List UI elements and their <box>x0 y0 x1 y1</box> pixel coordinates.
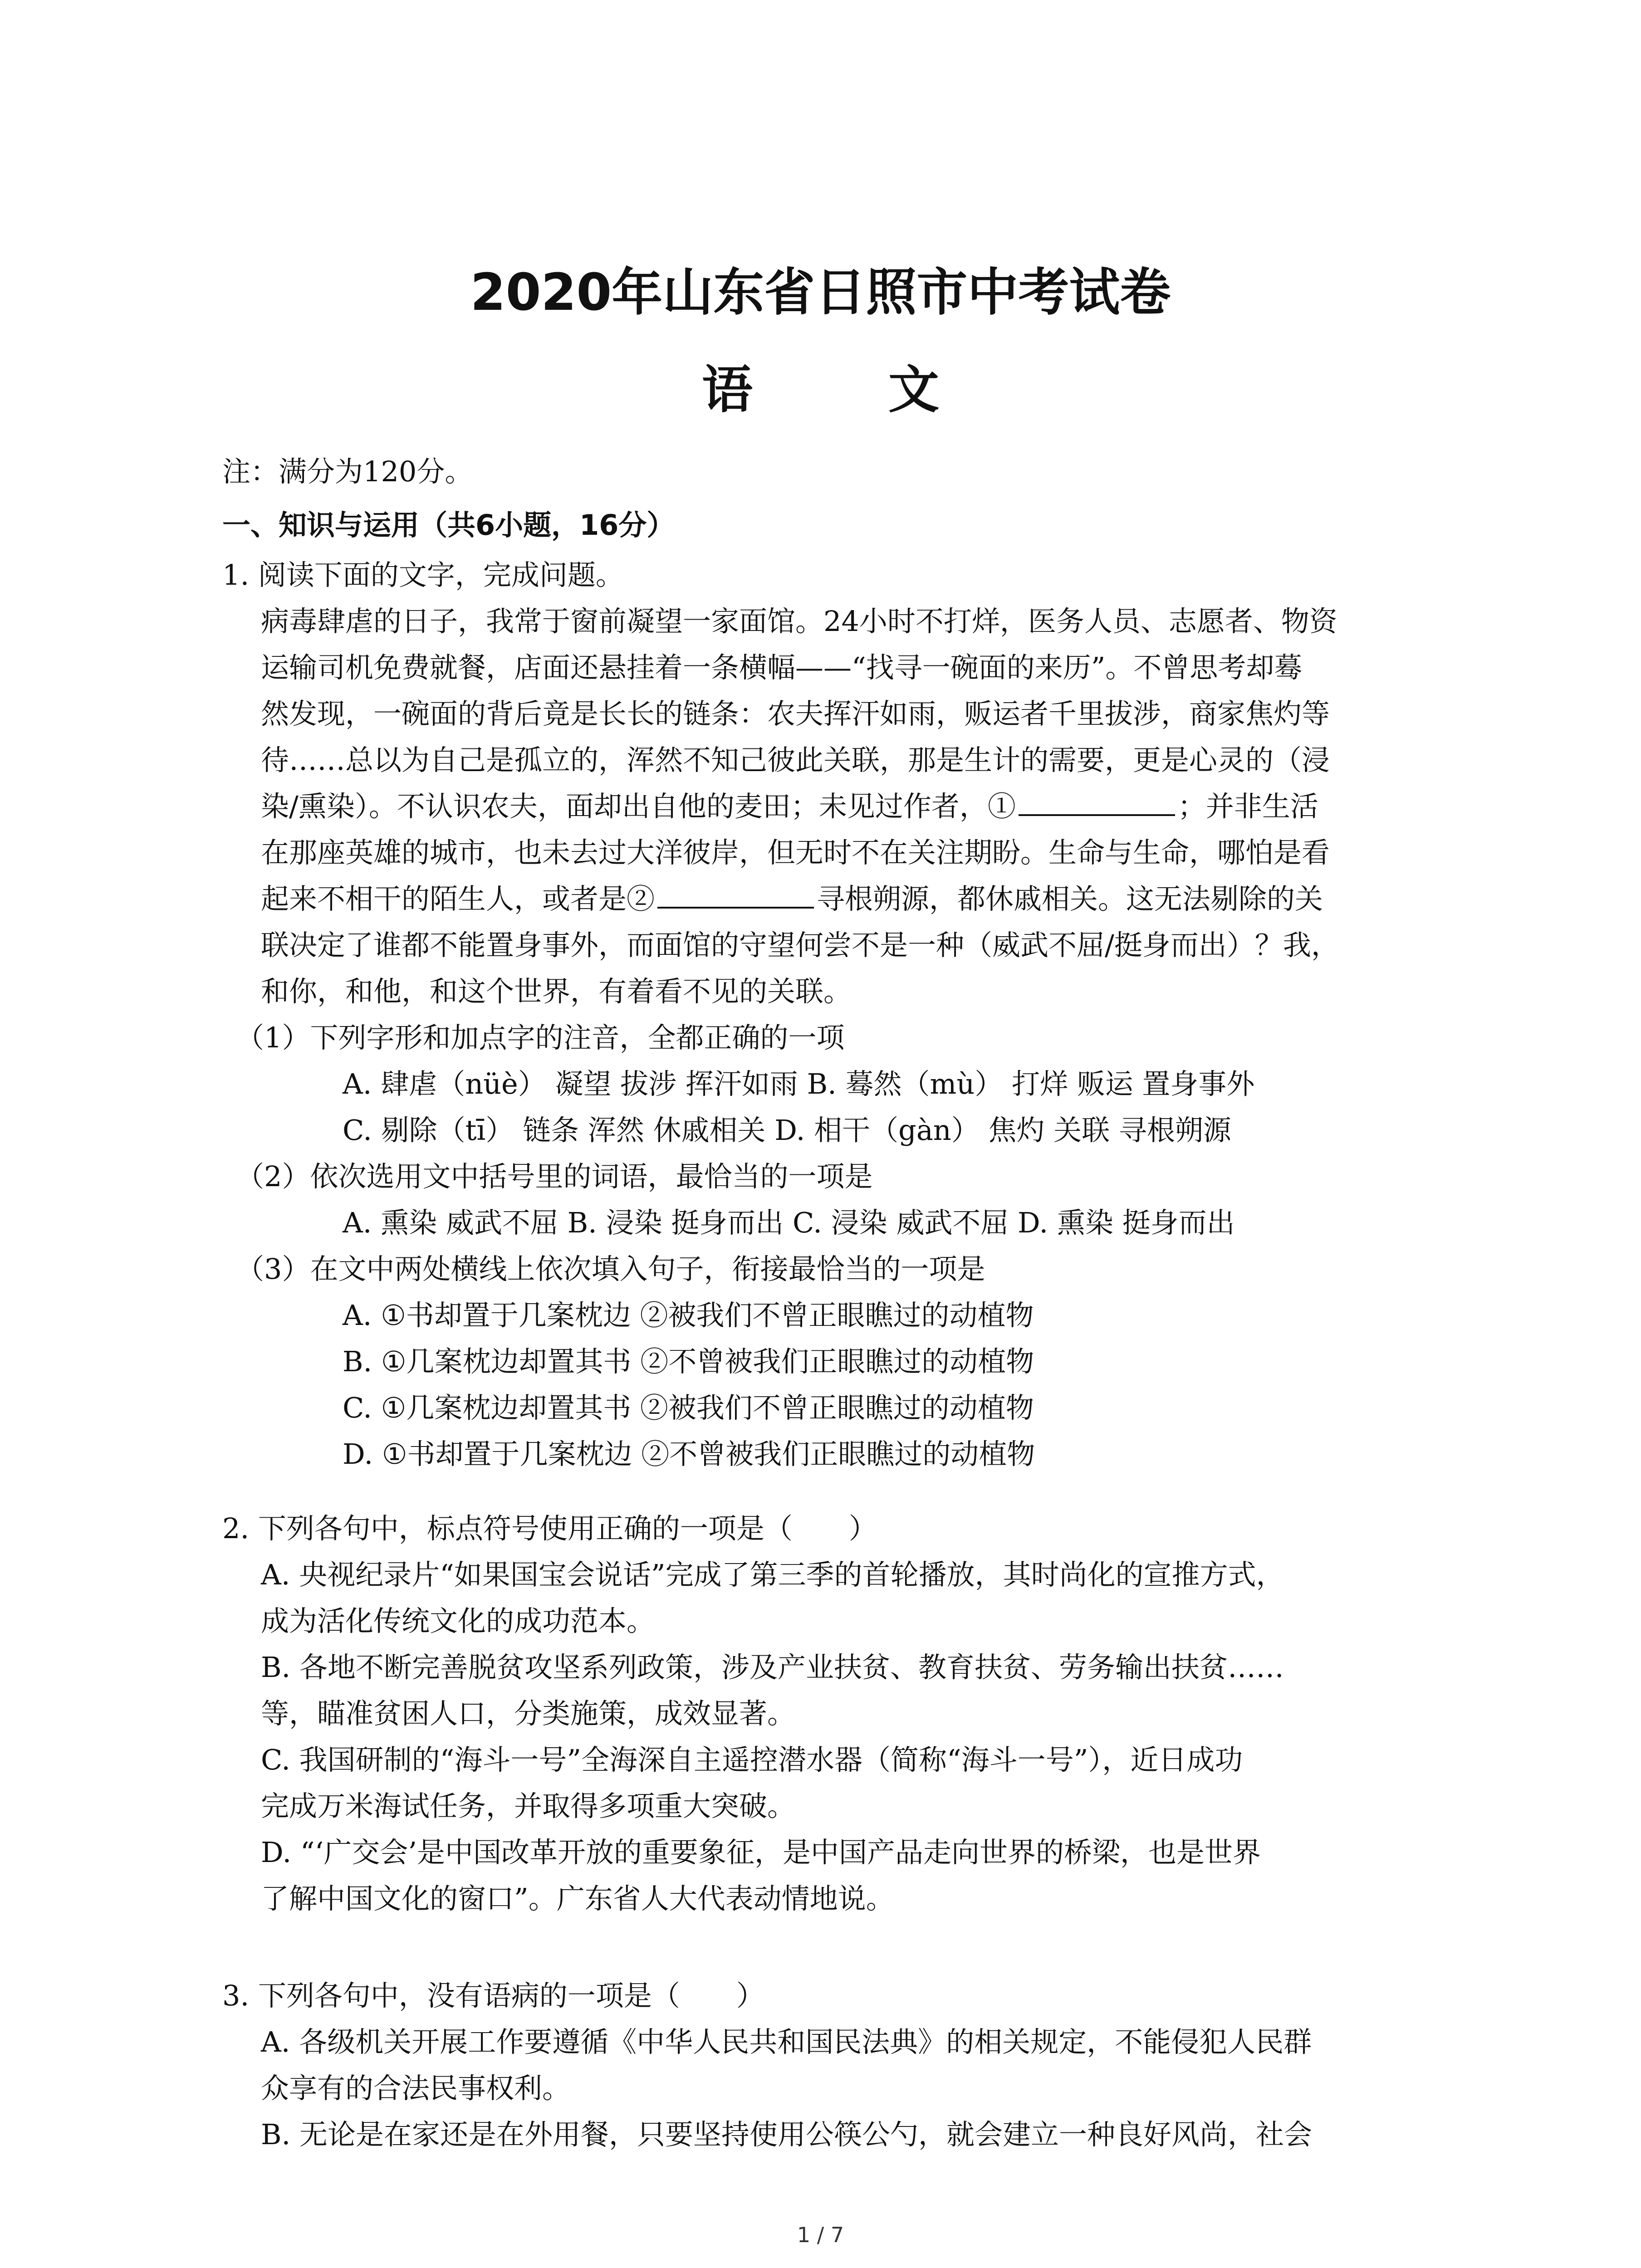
sub-question-2-option-line: A. 熏染 威武不屈 B. 浸染 挺身而出 C. 浸染 威武不屈 D. 熏染 挺身而出 <box>343 1206 1235 1239</box>
fill-blank-2 <box>657 882 814 909</box>
question-3-option-line: 众享有的合法民事权利。 <box>261 2072 571 2105</box>
sub-question-2-stem: （2）依次选用文中括号里的词语，最恰当的一项是 <box>236 1160 873 1193</box>
passage-line: 待……总以为自己是孤立的，浑然不知己彼此关联，那是生计的需要，更是心灵的（浸 <box>261 743 1330 777</box>
passage-text: ；并非生活 <box>1177 790 1318 823</box>
question-2-stem: 2. 下列各句中，标点符号使用正确的一项是（ ） <box>222 1512 877 1545</box>
question-2-option-line: C. 我国研制的“海斗一号”全海深自主遥控潜水器（简称“海斗一号”），近日成功 <box>261 1743 1243 1776</box>
sub-question-1-option-line: C. 剔除（tī） 链条 浑然 休戚相关 D. 相干（gàn） 焦灼 关联 寻根朔源 <box>343 1114 1231 1147</box>
passage-line-with-blank-1 <box>261 788 1318 825</box>
question-3-stem: 3. 下列各句中，没有语病的一项是（ ） <box>222 1979 764 2012</box>
sub-question-1-stem: （1）下列字形和加点字的注音，全都正确的一项 <box>236 1021 845 1054</box>
question-2-option-line: 等，瞄准贫困人口，分类施策，成效显著。 <box>261 1697 796 1730</box>
question-2-option-line: A. 央视纪录片“如果国宝会说话”完成了第三季的首轮播放，其时尚化的宣推方式， <box>261 1558 1284 1591</box>
page-number: 1 / 7 <box>797 2223 844 2247</box>
passage-line: 和你，和他，和这个世界，有着看不见的关联。 <box>261 975 852 1008</box>
passage-line: 然发现，一碗面的背后竟是长长的链条：农夫挥汗如雨，贩运者千里拔涉，商家焦灼等 <box>261 697 1330 730</box>
question-2-option-line: D. “‘广交会’是中国改革开放的重要象征，是中国产品走向世界的桥梁，也是世界 <box>261 1836 1261 1869</box>
passage-text: 染/熏染）。不认识农夫，面却出自他的麦田；未见过作者，① <box>261 790 1016 823</box>
sub-question-3-option: C. ①几案枕边却置其书 ②被我们不曾正眼瞧过的动植物 <box>343 1391 1034 1424</box>
subject-title: 语 文 <box>702 361 998 420</box>
sub-question-1-option-line: A. 肆虐（nüè） 凝望 拔涉 挥汗如雨 B. 蓦然（mù） 打烊 贩运 置身事外 <box>343 1067 1255 1100</box>
passage-line: 运输司机免费就餐，店面还悬挂着一条横幅——“找寻一碗面的来历”。不曾思考却蓦 <box>261 651 1303 684</box>
passage-text: 寻根朔源，都休戚相关。这无法剔除的关 <box>817 882 1323 915</box>
question-2-option-line: B. 各地不断完善脱贫攻坚系列政策，涉及产业扶贫、教育扶贫、劳务输出扶贫…… <box>261 1651 1284 1684</box>
question-2-option-line: 完成万米海试任务，并取得多项重大突破。 <box>261 1789 796 1823</box>
passage-line: 联决定了谁都不能置身事外，而面馆的守望何尝不是一种（威武不屈/挺身而出）？我， <box>261 929 1339 962</box>
sub-question-3-option: A. ①书却置于几案枕边 ②被我们不曾正眼瞧过的动植物 <box>343 1299 1034 1332</box>
passage-line: 病毒肆虐的日子，我常于窗前凝望一家面馆。24小时不打烊，医务人员、志愿者、物资 <box>261 605 1337 638</box>
question-3-option-line: A. 各级机关开展工作要遵循《中华人民共和国民法典》的相关规定，不能侵犯人民群 <box>261 2025 1312 2058</box>
section-heading: 一、知识与运用（共6小题，16分） <box>222 508 675 542</box>
sub-question-3-option: D. ①书却置于几案枕边 ②不曾被我们正眼瞧过的动植物 <box>343 1437 1035 1471</box>
passage-line: 在那座英雄的城市，也未去过大洋彼岸，但无时不在关注期盼。生命与生命，哪怕是看 <box>261 836 1330 869</box>
question-2-option-line: 成为活化传统文化的成功范本。 <box>261 1604 655 1637</box>
page-title: 2020年山东省日照市中考试卷 <box>470 263 1171 322</box>
passage-line-with-blank-2 <box>261 881 1323 917</box>
question-2-option-line: 了解中国文化的窗口”。广东省人大代表动情地说。 <box>261 1882 894 1915</box>
passage-text: 起来不相干的陌生人，或者是② <box>261 882 655 915</box>
question-1-stem: 1. 阅读下面的文字，完成问题。 <box>222 558 624 591</box>
score-note: 注：满分为120分。 <box>222 455 473 488</box>
question-3-option-line: B. 无论是在家还是在外用餐，只要坚持使用公筷公勺，就会建立一种良好风尚，社会 <box>261 2118 1312 2151</box>
sub-question-3-option: B. ①几案枕边却置其书 ②不曾被我们正眼瞧过的动植物 <box>343 1345 1034 1378</box>
fill-blank-1 <box>1019 790 1175 816</box>
sub-question-3-stem: （3）在文中两处横线上依次填入句子，衔接最恰当的一项是 <box>236 1252 985 1286</box>
